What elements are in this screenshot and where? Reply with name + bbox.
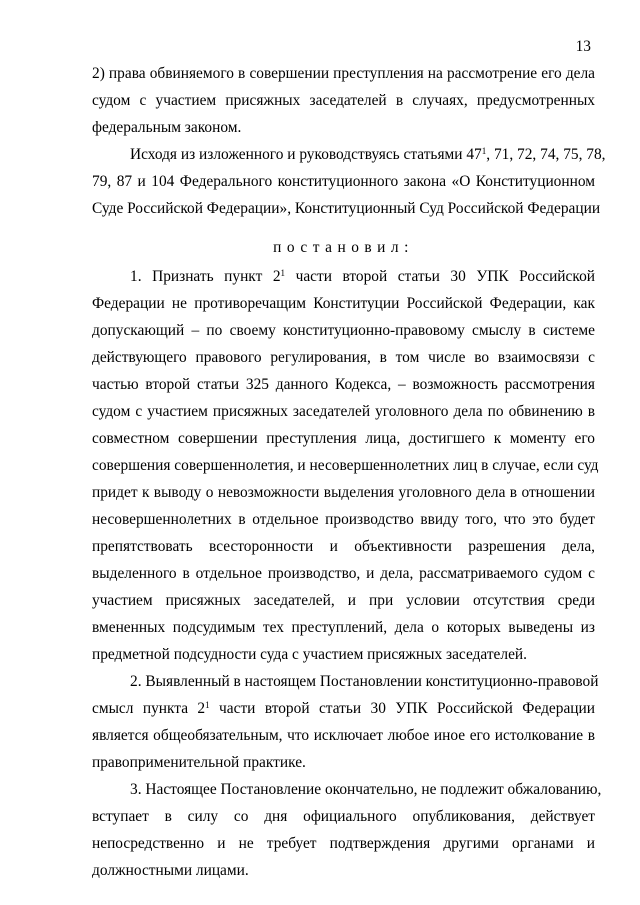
- paragraph-line: Исходя из изложенного и руководствуясь статьями $47^1$, 71, 72, 74, 75, 78,: [130, 146, 606, 163]
- paragraph-line: Федерации не противоречащим Конституции Российской Федерации, как: [92, 295, 595, 312]
- paragraph-line: 2. Выявленный в настоящем Постановлении конституционно-правовой: [130, 673, 599, 690]
- paragraph-line: Суде Российской Федерации», Конституционный Суд Российской Федерации: [92, 200, 601, 217]
- paragraph-line: выделенного в отдельное производство, и дела, рассматриваемого судом с: [92, 565, 595, 582]
- paragraph-line: судом с участием присяжных заседателей уголовного дела по обвинению в: [92, 403, 595, 420]
- superscript: 1: [205, 700, 210, 710]
- paragraph-line: совершения совершеннолетия, и несовершеннолетних лиц в случае, если суд: [92, 457, 599, 474]
- paragraph-line: непосредственно и не требует подтверждения другими органами и: [92, 835, 595, 852]
- page-number: 13: [575, 38, 591, 55]
- paragraph-line: предметной подсудности суда с участием присяжных заседателей.: [92, 646, 527, 663]
- paragraph-line: 3. Настоящее Постановление окончательно, не подлежит обжалованию,: [130, 781, 602, 798]
- paragraph-line: вмененных подсудимым тех преступлений, дела о которых выведены из: [92, 619, 595, 636]
- paragraph-line: 2) права обвиняемого в совершении преступления на рассмотрение его дела: [92, 65, 595, 82]
- paragraph-line: судом с участием присяжных заседателей в случаях, предусмотренных: [92, 92, 595, 109]
- superscript: 1: [280, 268, 286, 278]
- paragraph-line: является общеобязательным, что исключает любое иное его истолкование в: [92, 727, 595, 744]
- paragraph-line: несовершеннолетних в отдельное производство ввиду того, что это будет: [92, 511, 595, 528]
- paragraph-line: допускающий – по своему конституционно-правовому смыслу в системе: [92, 322, 595, 339]
- paragraph-line: совместном совершении преступления лица, достигшего к моменту его: [92, 430, 595, 447]
- paragraph-line: федеральным законом.: [92, 119, 242, 136]
- paragraph-line: правоприменительной практике.: [92, 754, 306, 771]
- paragraph-line: участием присяжных заседателей, и при условии отсутствия среди: [92, 592, 595, 609]
- paragraph-line: вступает в силу со дня официального опубликования, действует: [92, 808, 595, 825]
- superscript: 1: [481, 146, 487, 156]
- paragraph-line: придет к выводу о невозможности выделения уголовного дела в отношении: [92, 484, 595, 501]
- resolution-heading: постановил:: [273, 239, 414, 256]
- paragraph-line: смысл пункта $2^1$ части второй статьи 30 УПК Российской Федерации: [92, 700, 595, 717]
- paragraph-line: 1. Признать пункт $2^1$ части второй статьи 30 УПК Российской: [130, 268, 595, 285]
- paragraph-line: частью второй статьи 325 данного Кодекса, – возможность рассмотрения: [92, 376, 595, 393]
- paragraph-line: 79, 87 и 104 Федерального конституционного закона «О Конституционном: [92, 173, 595, 190]
- paragraph-line: действующего правового регулирования, в том числе во взаимосвязи с: [92, 349, 595, 366]
- paragraph-line: должностными лицами.: [92, 862, 249, 879]
- paragraph-line: препятствовать всесторонности и объективности разрешения дела,: [92, 538, 595, 555]
